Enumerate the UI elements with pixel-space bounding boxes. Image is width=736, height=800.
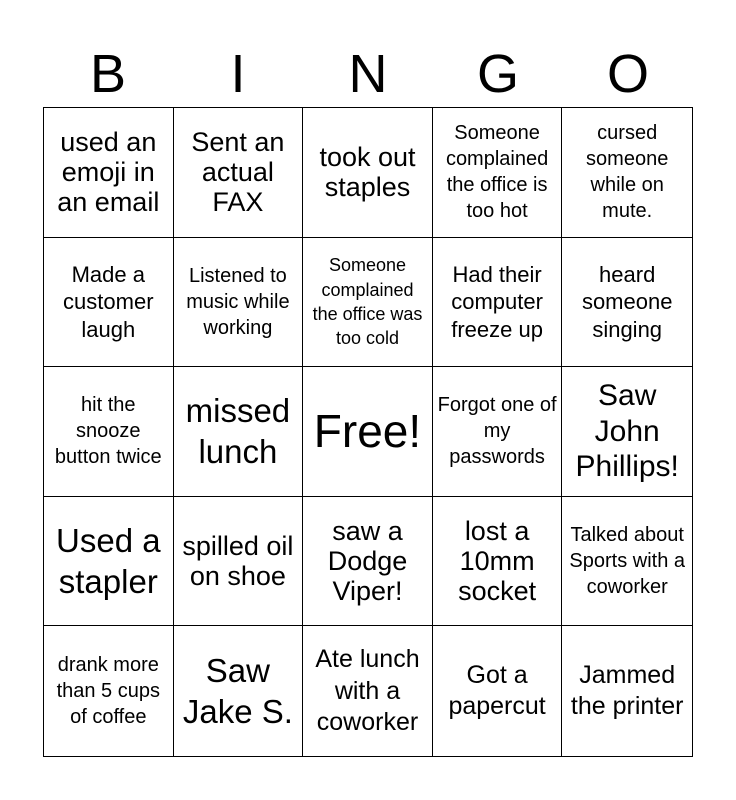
cell-text: Made a customer laugh xyxy=(63,261,154,342)
cell-text: cursed someone while on mute. xyxy=(586,122,669,223)
cell-text: Used a stapler xyxy=(56,521,161,601)
bingo-cell[interactable] xyxy=(562,497,692,627)
cell-text: Saw John Phillips! xyxy=(575,379,679,484)
bingo-cell[interactable] xyxy=(44,367,174,497)
bingo-header xyxy=(43,40,693,108)
bingo-cell[interactable] xyxy=(433,497,563,627)
header-letter-o: O xyxy=(606,44,649,104)
cell-text: drank more than 5 cups of coffee xyxy=(56,654,160,729)
bingo-cell[interactable] xyxy=(44,238,174,368)
cell-text: Forgot one of my passwords xyxy=(437,394,557,469)
bingo-cell[interactable] xyxy=(174,497,304,627)
bingo-cell[interactable] xyxy=(562,108,692,238)
bingo-cell[interactable] xyxy=(562,367,692,497)
cell-text: spilled oil on shoe xyxy=(182,530,294,592)
bingo-cell[interactable] xyxy=(44,108,174,238)
free-space-cell[interactable] xyxy=(303,367,433,497)
bingo-cell[interactable] xyxy=(174,108,304,238)
cell-text: saw a Dodge Viper! xyxy=(327,515,408,607)
cell-text: Talked about Sports with a coworker xyxy=(569,524,685,599)
bingo-cell[interactable] xyxy=(174,238,304,368)
bingo-cell[interactable] xyxy=(303,108,433,238)
cell-text: Listened to music while working xyxy=(186,264,290,339)
cell-text: took out staples xyxy=(319,142,416,203)
cell-text: Free! xyxy=(313,404,422,457)
cell-text: lost a 10mm socket xyxy=(458,515,537,607)
header-letter-g: G xyxy=(476,44,519,104)
cell-text: Had their computer freeze up xyxy=(451,261,543,342)
cell-text: hit the snooze button twice xyxy=(54,394,162,469)
bingo-board xyxy=(43,107,693,757)
cell-text: Someone complained the office was too cold xyxy=(312,255,423,349)
header-letter-i: I xyxy=(230,44,246,104)
bingo-cell[interactable] xyxy=(562,238,692,368)
cell-text: heard someone singing xyxy=(581,261,673,342)
header-letter-n: N xyxy=(348,44,388,104)
bingo-cell[interactable] xyxy=(174,367,304,497)
bingo-cell[interactable] xyxy=(303,626,433,756)
bingo-cell[interactable] xyxy=(303,238,433,368)
cell-text: Got a papercut xyxy=(448,660,546,721)
cell-text: Sent an actual FAX xyxy=(191,126,285,218)
cell-text: Ate lunch with a coworker xyxy=(315,645,420,736)
cell-text: Jammed the printer xyxy=(570,660,684,721)
bingo-cell[interactable] xyxy=(44,497,174,627)
bingo-cell[interactable] xyxy=(44,626,174,756)
cell-text: used an emoji in an email xyxy=(57,126,160,218)
bingo-cell[interactable] xyxy=(433,367,563,497)
cell-text: missed lunch xyxy=(185,392,291,471)
header-letter-b: B xyxy=(89,44,127,104)
bingo-cell[interactable] xyxy=(303,497,433,627)
bingo-cell[interactable] xyxy=(433,626,563,756)
cell-text: Someone complained the office is too hot xyxy=(445,122,549,223)
bingo-cell[interactable] xyxy=(174,626,304,756)
bingo-cell[interactable] xyxy=(433,238,563,368)
cell-text: Saw Jake S. xyxy=(182,651,293,731)
bingo-cell[interactable] xyxy=(433,108,563,238)
bingo-cell[interactable] xyxy=(562,626,692,756)
